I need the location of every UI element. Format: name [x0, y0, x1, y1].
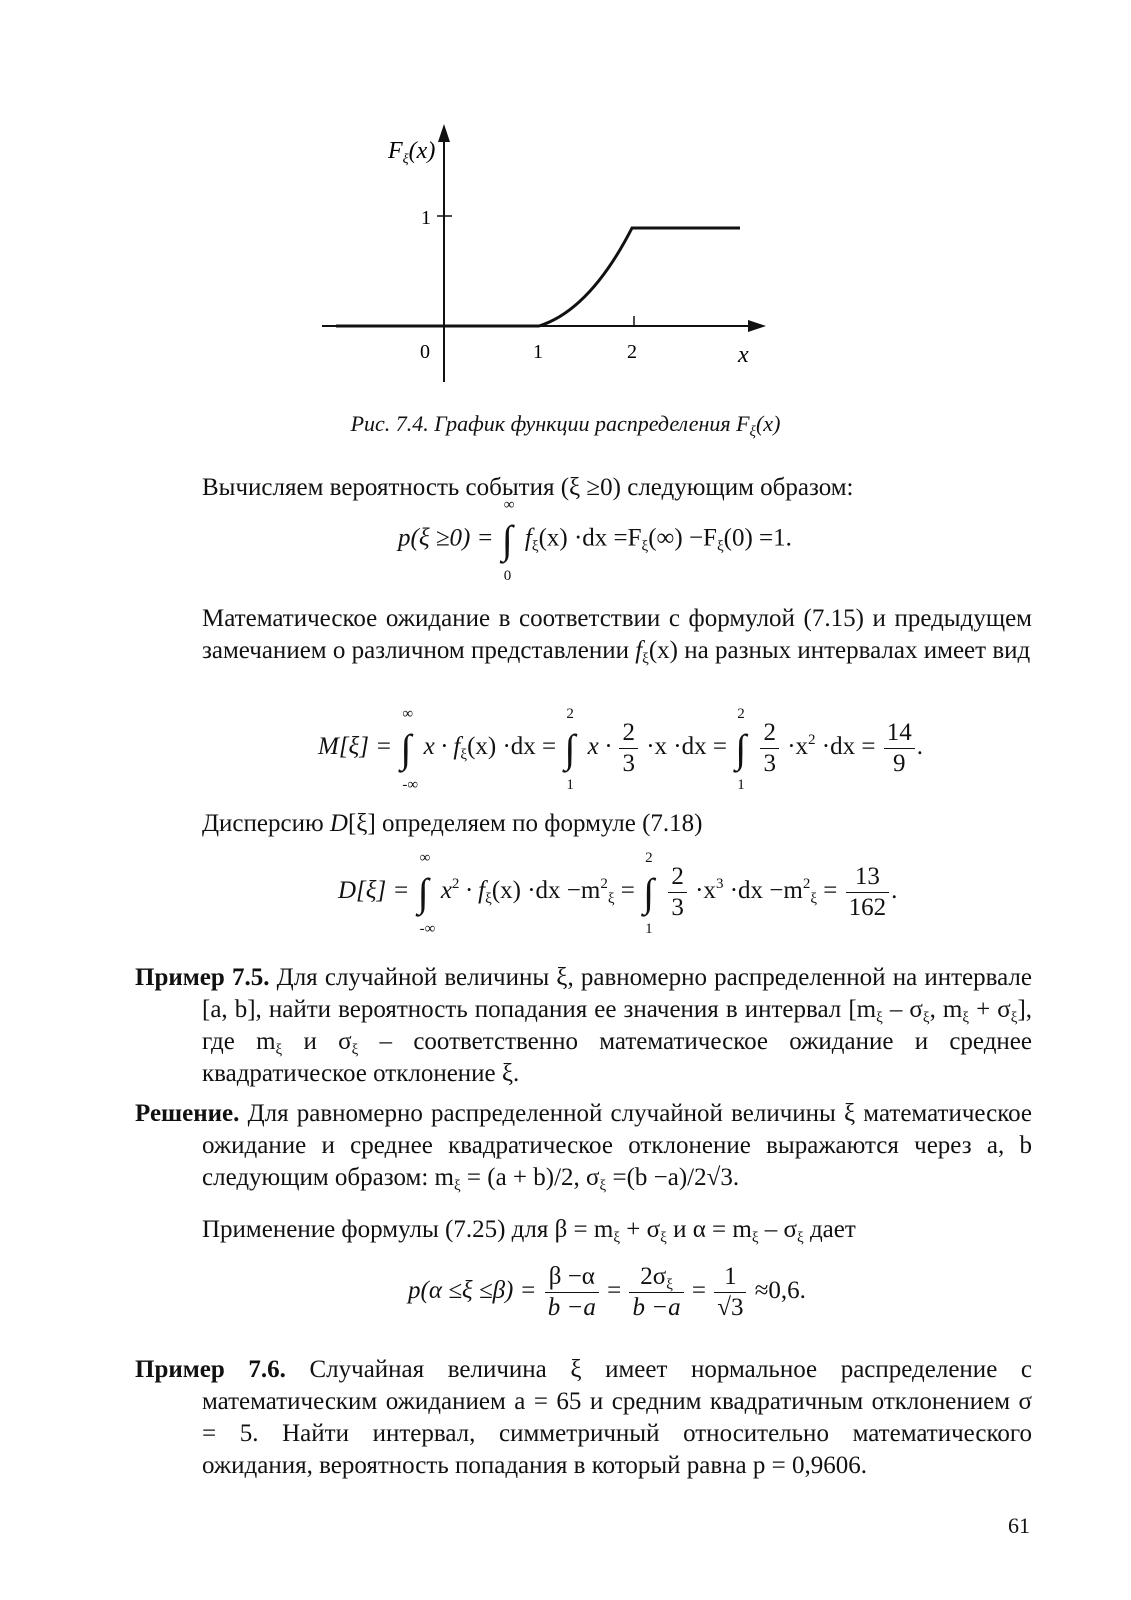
- solution-7-5: Решение. Для равномерно распределенной случайной величины ξ математическое ожидание и среднее квадратическое отклонение выражаются через a, b следующим образом: $m_\xi = (a + b)/2$, $\sigma_\xi =(b -a)/2√3$.: [135, 1100, 1032, 1194]
- paragraph-formula-application: Применение формулы (7.25) для $\beta = m_\xi + \sigma_\xi$ и $\alpha = m_\xi - \sigma_\xi$ дает: [202, 1216, 856, 1246]
- formula-expectation: M[ξ] = ∫ ∞ -∞ $x \cdot f_\xi(x) \cdot dx$ = ∫ 2 1 x · $\frac{2}{3}$ ·x ·dx = ∫ 2 1 $\frac{2}{3}$ $\cdot x^2 \cdot dx$ = $\frac{14}{9}$ .: [318, 705, 923, 793]
- formula-interval-probability: p(α ≤ξ ≤β) = $\frac{\beta -\alpha}{b -a}$ = $\frac{2\sigma_\xi}{b -a}$ = $\frac{1}{√3}$ ≈0,6.: [408, 1263, 806, 1321]
- y-axis-label: $F_\xi(x)$: [388, 138, 436, 167]
- cdf-curve: [336, 228, 740, 326]
- y-tick-label-1: 1: [421, 207, 431, 229]
- x-axis-arrow: [748, 320, 766, 332]
- x-tick-label-0: 0: [420, 341, 430, 363]
- formula-variance: D[ξ] = ∫ ∞ -∞ $x^2 \cdot f_\xi(x) \cdot dx -m^2_\xi$ = ∫ 2 1 $\frac{2}{3}$ $\cdot x^3 \cdot dx -m^2_\xi$ = $\frac{13}{162}$ .: [338, 849, 898, 937]
- paragraph-variance-intro: Дисперсию D[ξ] определяем по формуле (7.18): [202, 810, 703, 837]
- x-tick-label-1: 1: [533, 341, 543, 363]
- x-axis-label: x: [738, 342, 749, 368]
- paragraph-expectation-intro: Математическое ожидание в соответствии с формулой (7.15) и предыдущем замечанием о различном представлении $f_\xi(x)$ на разных интервалах имеет вид: [202, 605, 1032, 667]
- formula-probability: p(ξ ≥0) = ∫ ∞ 0 $f_\xi(x) \cdot dx =F_\xi(\infty) -F_\xi(0) =1$.: [398, 497, 792, 584]
- page-number: 61: [1008, 1513, 1030, 1538]
- y-axis-arrow: [438, 124, 450, 142]
- example-7-6: Пример 7.6. Случайная величина ξ имеет нормальное распределение с математическим ожиданием a = 65 и средним квадратичным отклонением σ = 5. Найти интервал, симметричный относительно математического ожидания, вероятность попадания в который равна p = 0,9606.: [135, 1356, 1032, 1479]
- figure-caption: Рис. 7.4. График функции распределения $F_\xi(x)$: [350, 411, 781, 440]
- x-tick-label-2: 2: [627, 341, 637, 363]
- paragraph-probability-intro: Вычисляем вероятность события (ξ ≥0) следующим образом:: [202, 474, 854, 501]
- example-7-5: Пример 7.5. Для случайной величины ξ, равномерно распределенной на интервале [a, b], найти вероятность попадания ее значения в интервал [$m_\xi - \sigma_\xi$, $m_\xi + \sigma_\xi$], где $m_\xi$ и $\sigma_\xi$ – соответственно математическое ожидание и среднее квадратическое отклонение ξ.: [135, 964, 1033, 1087]
- distribution-function-graph: [0, 0, 1131, 400]
